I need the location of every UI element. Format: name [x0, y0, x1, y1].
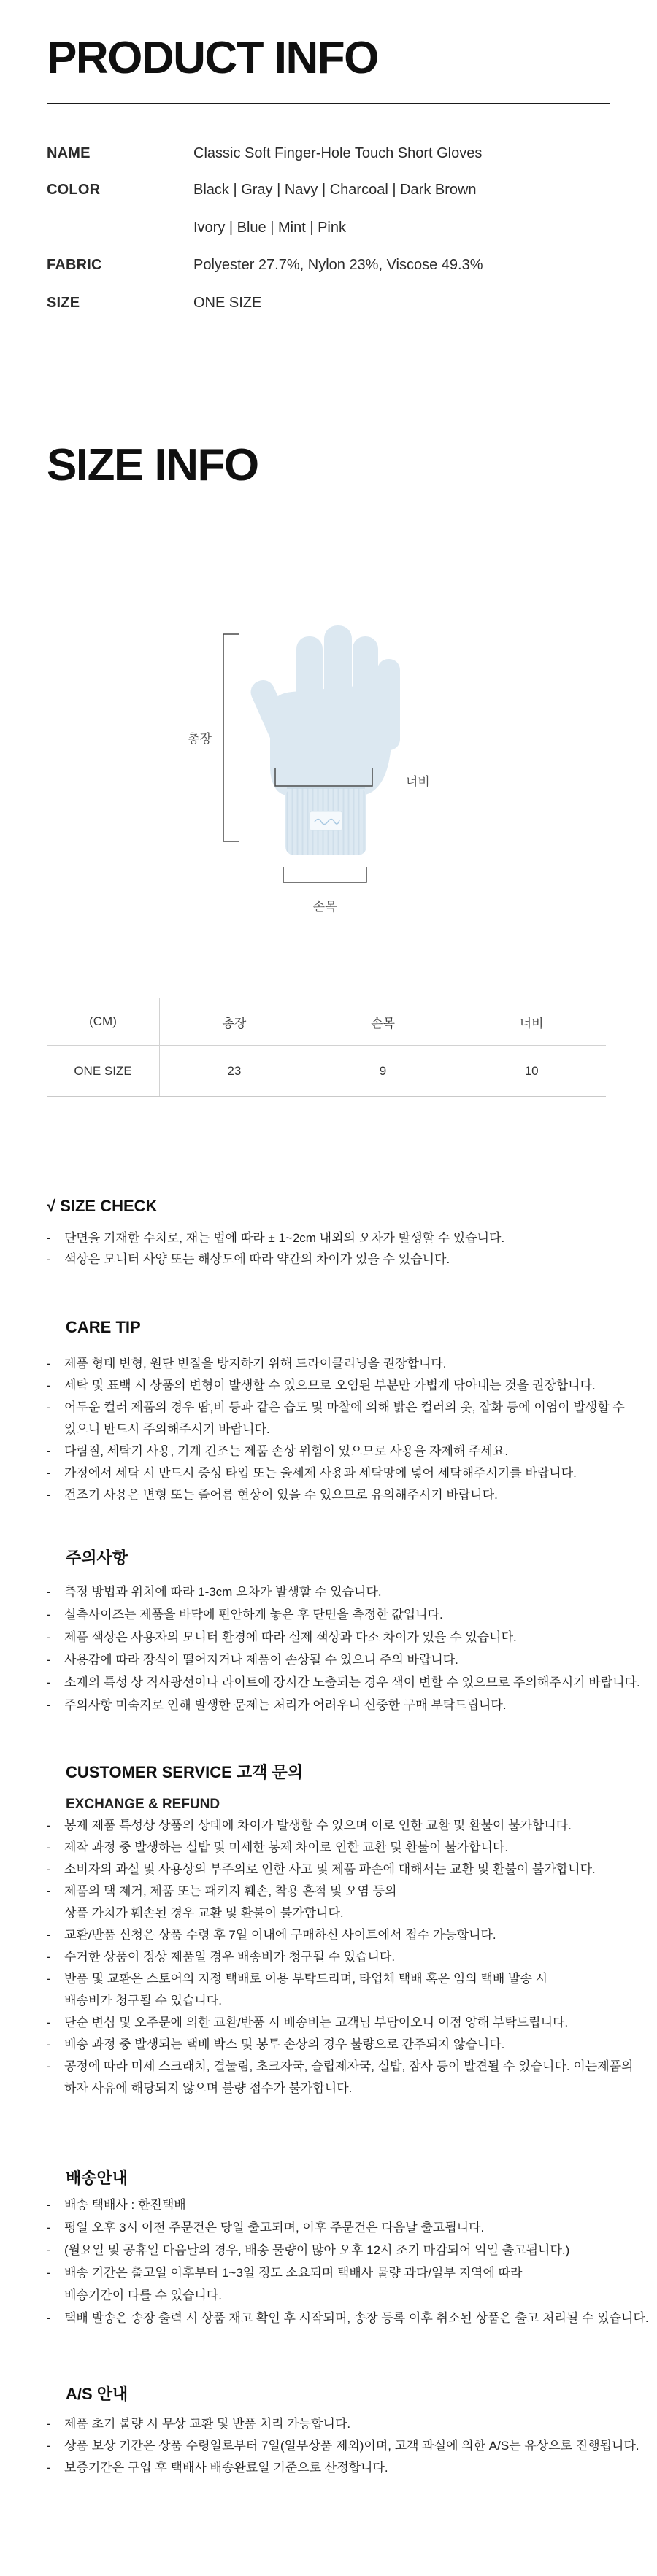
glove-image: [247, 625, 400, 795]
title-divider: [47, 103, 610, 104]
size-check-title-text: SIZE CHECK: [60, 1197, 158, 1215]
list-item-continuation: 상품 가치가 훼손된 경우 교환 및 환불이 불가합니다.: [64, 1906, 344, 1920]
length-bracket: [223, 634, 239, 841]
size-table-cell-wrist: 9: [379, 1063, 387, 1078]
check-icon: √: [47, 1197, 56, 1215]
list-item-continuation: 배송비가 청구될 수 있습니다.: [64, 1994, 222, 2008]
glove-cuff: [285, 787, 366, 855]
size-table-row-onesize: [47, 1046, 606, 1096]
info-row-color-2: [47, 218, 616, 237]
list-item: - 주의사항 미숙지로 인해 발생한 문제는 처리가 어려우니 신중한 구매 부탁드립니다.: [47, 1698, 507, 1712]
wrist-bracket: [283, 867, 366, 882]
size-diagram: [168, 613, 489, 927]
list-item: - 봉제 제품 특성상 상품의 상태에 차이가 발생할 수 있으며 이로 인한 교환 및 환불이 불가합니다.: [47, 1819, 572, 1832]
size-table: [47, 998, 606, 1097]
list-item: - 제품 초기 불량 시 무상 교환 및 반품 처리 가능합니다.: [47, 2417, 351, 2431]
info-row-name: [47, 144, 616, 163]
fabric-label: FABRIC: [47, 257, 102, 273]
list-item: - 배송 기간은 출고일 이후부터 1~3일 정도 소요되며 택배사 물량 과다/일부 지역에 따라: [47, 2266, 523, 2280]
list-item-continuation: 하자 사유에 해당되지 않으며 불량 접수가 불가합니다.: [64, 2081, 353, 2095]
width-label: 너비: [406, 775, 430, 789]
color-value-line1: Black | Gray | Navy | Charcoal | Dark Brown: [193, 182, 477, 198]
list-item: - 제품의 택 제거, 제품 또는 패키지 훼손, 착용 흔적 및 오염 등의: [47, 1884, 397, 1898]
list-item: - 어두운 컬러 제품의 경우 땀,비 등과 같은 습도 및 마찰에 의해 밝은 컬러의 옷, 잡화 등에 이염이 발생할 수: [47, 1400, 625, 1414]
list-item: - 평일 오후 3시 이전 주문건은 당일 출고되며, 이후 주문건은 다음날 출고됩니다.: [47, 2221, 485, 2234]
list-item: - 교환/반품 신청은 상품 수령 후 7일 이내에 구매하신 사이트에서 접수 가능합니다.: [47, 1928, 496, 1942]
list-item: - 단면을 기재한 수치로, 재는 법에 따라 ± 1~2cm 내외의 오차가 발생할 수 있습니다.: [47, 1231, 505, 1245]
list-item: - 제품 색상은 사용자의 모니터 환경에 따라 실제 색상과 다소 차이가 있을 수 있습니다.: [47, 1630, 517, 1644]
list-item: - 측정 방법과 위치에 따라 1-3cm 오차가 발생할 수 있습니다.: [47, 1585, 382, 1599]
care-tip-title: CARE TIP: [66, 1318, 141, 1336]
name-value: Classic Soft Finger-Hole Touch Short Gloves: [193, 145, 483, 161]
name-label: NAME: [47, 145, 91, 161]
shipping-list: [47, 2194, 649, 2329]
shipping-title: 배송안내: [66, 2169, 128, 2187]
care-tip-list: [47, 1353, 625, 1506]
size-check-list: [47, 1227, 504, 1270]
list-item: - 반품 및 교환은 스토어의 지정 택배로 이용 부탁드리며, 타업체 택배 혹은 임의 택배 발송 시: [47, 1972, 548, 1986]
list-item: - 건조기 사용은 변형 또는 줄어름 현상이 있을 수 있으므로 유의해주시기 바랍니다.: [47, 1488, 498, 1502]
list-item-continuation: 배송기간이 다를 수 있습니다.: [64, 2288, 222, 2302]
list-item: - 세탁 및 표백 시 상품의 변형이 발생할 수 있으므로 오염된 부분만 가볍게 닦아내는 것을 권장합니다.: [47, 1378, 596, 1392]
info-row-size: [47, 293, 616, 312]
size-table-cell-length: 23: [227, 1063, 242, 1078]
size-table-header-wrist: 손목: [371, 1016, 395, 1030]
list-item: - 색상은 모니터 사양 또는 해상도에 따라 약간의 차이가 있을 수 있습니다.: [47, 1252, 450, 1266]
list-item: - 제작 과정 중 발생하는 실밥 및 미세한 봉제 차이로 인한 교환 및 환불이 불가합니다.: [47, 1840, 509, 1854]
list-item: - (월요일 및 공휴일 다음날의 경우, 배송 물량이 많아 오후 12시 조기 마감되어 익일 출고됩니다.): [47, 2243, 570, 2257]
list-item: - 다림질, 세탁기 사용, 기계 건조는 제품 손상 위험이 있으므로 사용을 자제해 주세요.: [47, 1444, 509, 1458]
list-item: - 소재의 특성 상 직사광선이나 라이트에 장시간 노출되는 경우 색이 변할 수 있으므로 주의해주시기 바랍니다.: [47, 1675, 640, 1689]
list-item: - 공정에 따라 미세 스크래치, 결눌림, 초크자국, 슬립제자국, 실밥, 잠사 등이 발견될 수 있습니다. 이는제품의: [47, 2059, 634, 2073]
fabric-value: Polyester 27.7%, Nylon 23%, Viscose 49.3%: [193, 257, 483, 273]
list-item-continuation: 있으니 반드시 주의해주시기 바랍니다.: [64, 1422, 270, 1436]
customer-service-list: [47, 1815, 633, 2099]
size-info-title: SIZE INFO: [47, 440, 258, 490]
info-row-fabric: [47, 255, 616, 274]
list-item: - 택배 발송은 송장 출력 시 상품 재고 확인 후 시작되며, 송장 등록 이후 취소된 상품은 출고 처리될 수 있습니다.: [47, 2311, 649, 2325]
caution-list: [47, 1581, 640, 1716]
length-label: 총장: [188, 732, 212, 746]
color-label: COLOR: [47, 182, 101, 198]
list-item: - 단순 변심 및 오주문에 의한 교환/반품 시 배송비는 고객님 부담이오니 이점 양해 부탁드립니다.: [47, 2016, 569, 2029]
as-title: A/S 안내: [66, 2385, 128, 2403]
glove-brand-patch: [310, 811, 342, 830]
size-table-header-cm: (CM): [47, 998, 160, 1045]
size-table-header-width: 너비: [519, 1016, 544, 1030]
as-list: [47, 2413, 639, 2479]
color-value-line2: Ivory | Blue | Mint | Pink: [193, 220, 346, 236]
list-item: - 사용감에 따라 장식이 떨어지거나 제품이 손상될 수 있으니 주의 바랍니다.: [47, 1653, 458, 1667]
exchange-refund-subtitle: EXCHANGE & REFUND: [66, 1797, 220, 1812]
list-item: - 가정에서 세탁 시 반드시 중성 타입 또는 울세제 사용과 세탁망에 넣어 세탁해주시기를 바랍니다.: [47, 1466, 577, 1480]
size-table-cell-size: ONE SIZE: [47, 1046, 160, 1096]
size-table-header-length: 총장: [222, 1016, 247, 1030]
info-row-color: [47, 180, 616, 199]
product-info-title: PRODUCT INFO: [47, 33, 378, 83]
customer-service-title: CUSTOMER SERVICE 고객 문의: [66, 1763, 304, 1781]
size-label: SIZE: [47, 295, 80, 311]
size-value: ONE SIZE: [193, 295, 262, 311]
size-table-header-row: [47, 998, 606, 1046]
caution-title: 주의사항: [66, 1549, 128, 1567]
list-item: - 배송 과정 중 발생되는 택배 박스 및 봉투 손상의 경우 불량으로 간주되지 않습니다.: [47, 2037, 505, 2051]
list-item: - 상품 보상 기간은 상품 수령일로부터 7일(일부상품 제외)이며, 고객 과실에 의한 A/S는 유상으로 진행됩니다.: [47, 2439, 639, 2453]
list-item: - 실측사이즈는 제품을 바닥에 편안하게 놓은 후 단면을 측정한 값입니다.: [47, 1608, 443, 1621]
list-item: - 보증기간은 구입 후 택배사 배송완료일 기준으로 산정합니다.: [47, 2461, 388, 2475]
list-item: - 수거한 상품이 정상 제품일 경우 배송비가 청구될 수 있습니다.: [47, 1950, 396, 1964]
size-check-title: [47, 1197, 157, 1216]
list-item: - 배송 택배사 : 한진택배: [47, 2198, 186, 2212]
wrist-label: 손목: [312, 900, 337, 914]
size-table-cell-width: 10: [524, 1063, 539, 1078]
list-item: - 제품 형태 변형, 원단 변질을 방지하기 위해 드라이클리닝을 권장합니다.: [47, 1357, 447, 1370]
list-item: - 소비자의 과실 및 사용상의 부주의로 인한 사고 및 제품 파손에 대해서는 교환 및 환불이 불가합니다.: [47, 1862, 596, 1876]
